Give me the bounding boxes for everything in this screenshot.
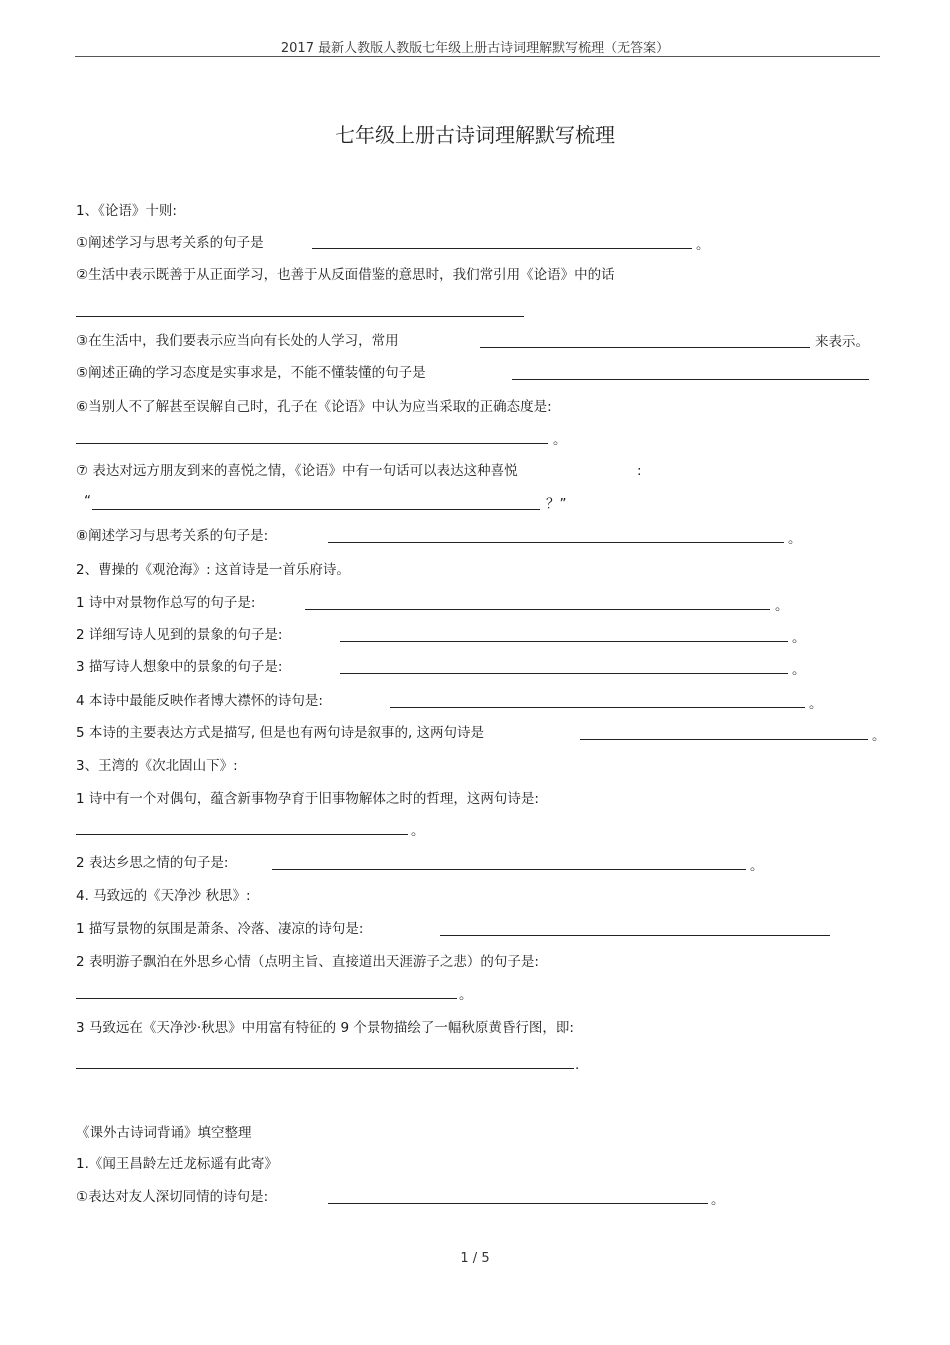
s1-q7-answer-blank[interactable] [92,509,540,510]
s2-q2-prompt: 2 详细写诗人见到的景象的句子是: [76,627,283,643]
s4-q2-prompt: 2 表明游子飘泊在外思乡心情（点明主旨、直接道出天涯游子之悲）的句子是: [76,954,539,970]
s1-q6-period: 。 [553,432,567,448]
s1-q5-prompt: ⑤阐述正确的学习态度是实事求是，不能不懂装懂的句子是 [76,365,426,381]
s1-q8-period: 。 [788,531,802,547]
section-4-heading: 4. 马致远的《天净沙 秋思》: [76,888,251,904]
header-rule [75,56,880,57]
s2-q4-answer-blank[interactable] [390,707,805,708]
s2-q4-prompt: 4 本诗中最能反映作者博大襟怀的诗句是: [76,693,323,709]
s1-q1-answer-blank[interactable] [312,248,692,249]
s3-q2-prompt: 2 表达乡思之情的句子是: [76,855,229,871]
s4-q2-period: 。 [459,987,473,1003]
s5-q1-answer-blank[interactable] [328,1203,708,1204]
s1-q2-prompt: ②生活中表示既善于从正面学习，也善于从反面借鉴的意思时，我们常引用《论语》中的话 [76,267,615,283]
s1-q6-answer-blank[interactable] [76,443,548,444]
s4-q1-prompt: 1 描写景物的氛围是萧条、冷落、凄凉的诗句是: [76,921,364,937]
s1-q7-prompt: ⑦ 表达对远方朋友到来的喜悦之情，《论语》中有一句话可以表达这种喜悦 [76,463,518,479]
document-title: 七年级上册古诗词理解默写梳理 [335,123,615,147]
s1-q1-prompt: ①阐述学习与思考关系的句子是 [76,235,264,251]
s2-q1-prompt: 1 诗中对景物作总写的句子是: [76,595,256,611]
s2-q2-period: 。 [792,630,806,646]
s4-q3-prompt: 3 马致远在《天净沙·秋思》中用富有特征的 9 个景物描绘了一幅秋原黄昏行图，即: [76,1020,574,1036]
section-3-heading: 3、王湾的《次北固山下》: [76,758,238,774]
s1-q8-answer-blank[interactable] [328,542,784,543]
s5-q1-period: 。 [711,1192,725,1208]
s1-q7-close-quote: ？” [546,496,567,512]
running-header: 2017 最新人教版人教版七年级上册古诗词理解默写梳理（无答案） [280,41,670,56]
s2-q1-answer-blank[interactable] [305,609,770,610]
s5-poem-title: 1.《闻王昌龄左迁龙标遥有此寄》 [76,1156,278,1172]
s1-q1-period: 。 [696,237,710,253]
s2-q5-period: 。 [872,728,886,744]
page-number: 1 / 5 [460,1251,490,1266]
section-1-heading: 1、《论语》十则: [76,203,177,219]
s3-q1-prompt: 1 诗中有一个对偶句，蕴含新事物孕育于旧事物解体之时的哲理，这两句诗是: [76,791,539,807]
s4-q3-period: . [575,1057,580,1073]
s1-q3-suffix: 来表示。 [815,334,869,350]
s1-q7-colon: : [637,463,642,479]
s1-q7-open-quote: “ [84,493,91,509]
s1-q8-prompt: ⑧阐述学习与思考关系的句子是: [76,528,269,544]
s2-q5-prompt: 5 本诗的主要表达方式是描写, 但是也有两句诗是叙事的, 这两句诗是 [76,725,485,741]
s3-q1-answer-blank[interactable] [76,834,408,835]
s2-q3-prompt: 3 描写诗人想象中的景象的句子是: [76,659,283,675]
s1-q6-prompt: ⑥当别人不了解甚至误解自己时，孔子在《论语》中认为应当采取的正确态度是: [76,399,552,415]
s4-q2-answer-blank[interactable] [76,998,457,999]
s4-q3-answer-blank[interactable] [76,1068,574,1069]
s2-q4-period: 。 [809,696,823,712]
s3-q2-period: 。 [750,858,764,874]
section-5-heading: 《课外古诗词背诵》填空整理 [76,1125,252,1141]
s5-q1-prompt: ①表达对友人深切同情的诗句是: [76,1189,269,1205]
s2-q3-period: 。 [792,662,806,678]
s2-q1-period: 。 [775,598,789,614]
s2-q3-answer-blank[interactable] [340,673,788,674]
s3-q2-answer-blank[interactable] [272,869,746,870]
s4-q1-answer-blank[interactable] [440,935,830,936]
s1-q3-answer-blank[interactable] [480,347,810,348]
s1-q2-answer-blank[interactable] [76,316,524,317]
s1-q5-answer-blank[interactable] [512,379,869,380]
s3-q1-period: 。 [411,823,425,839]
section-2-heading: 2、曹操的《观沧海》: 这首诗是一首乐府诗。 [76,562,350,578]
s1-q3-prompt: ③在生活中，我们要表示应当向有长处的人学习，常用 [76,333,399,349]
s2-q2-answer-blank[interactable] [340,641,788,642]
s2-q5-answer-blank[interactable] [580,739,868,740]
